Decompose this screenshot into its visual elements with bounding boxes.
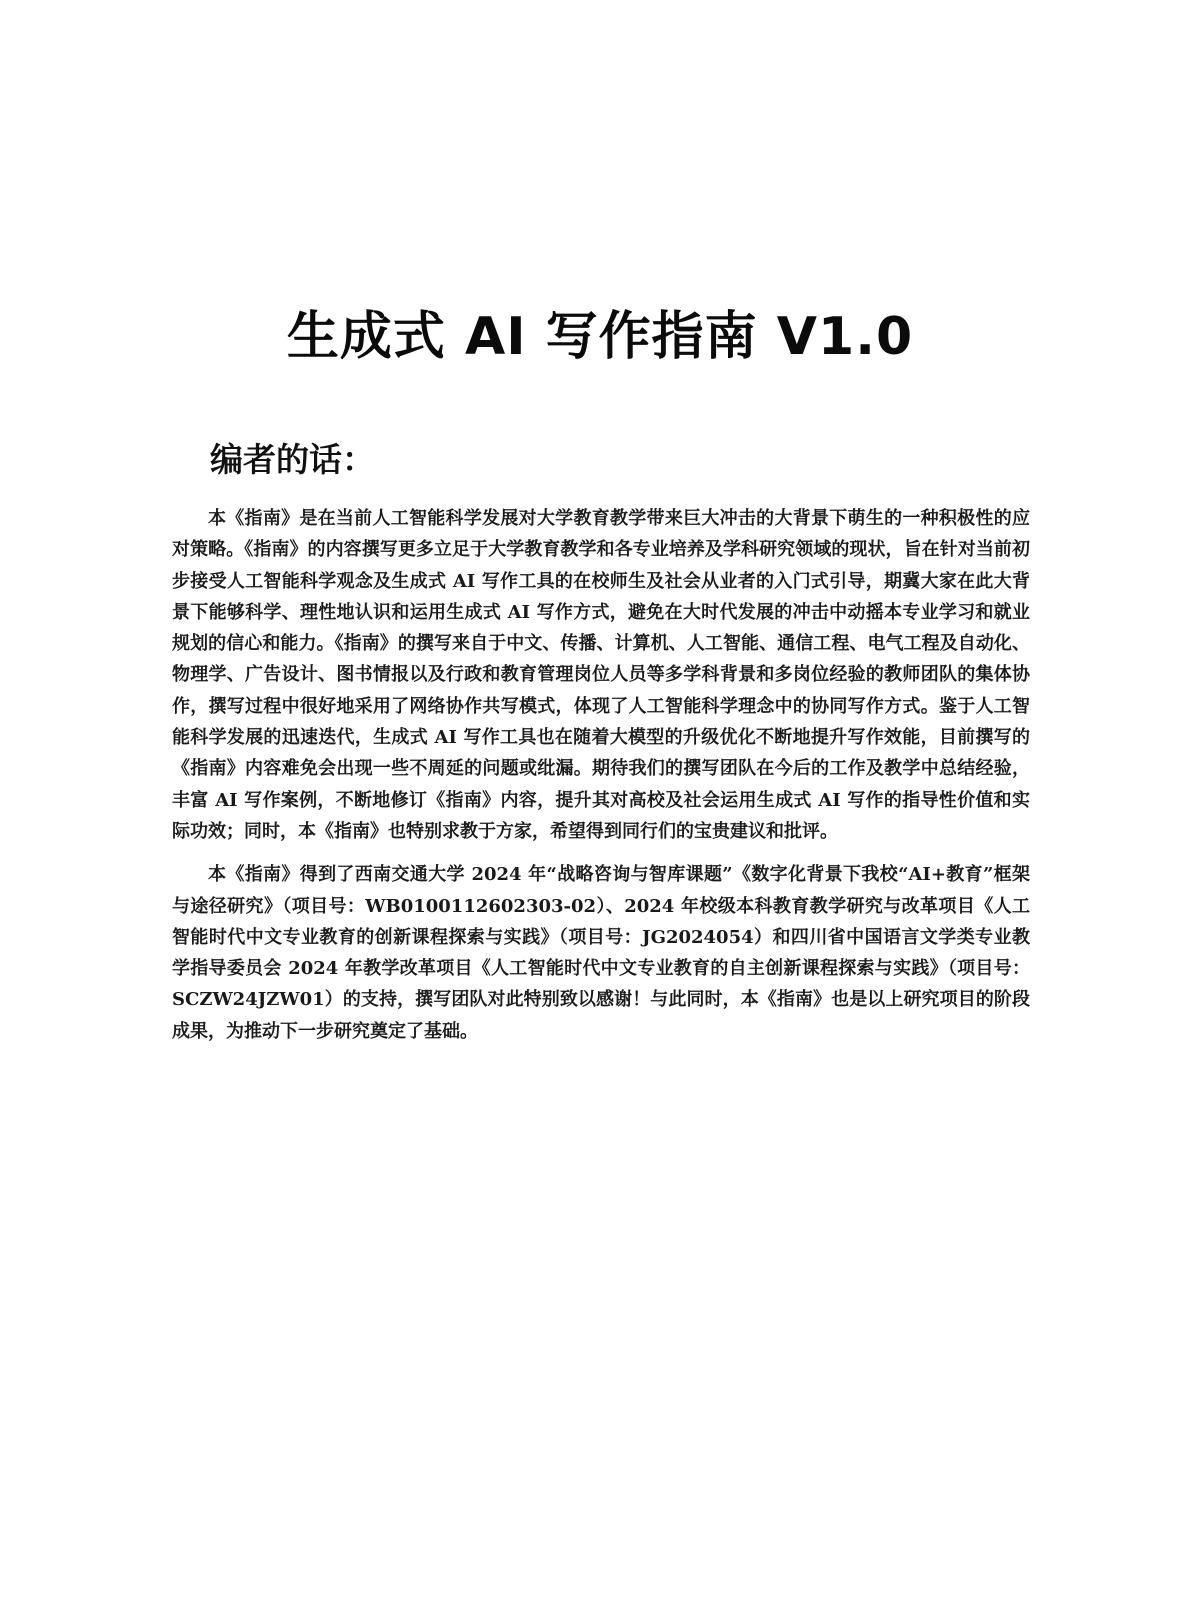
paragraph-2: 本《指南》得到了西南交通大学 2024 年“战略咨询与智库课题”《数字化背景下我校“AI+教育”框架与途径研究》（项目号：WB0100112602303-02）、2024 年校级本科教育教学研究与改革项目《人工智能时代中文专业教育的创新课程探索与实践》（项目号：JG2024054）和四川省中国语言文学类专业教学指导委员会 2024 年教学改革项目《人工智能时代中文专业教育的自主创新课程探索与实践》（项目号：SCZW24JZW01）的支持，撰写团队对此特别致以感谢！与此同时，本《指南》也是以上研究项目的阶段成果，为推动下一步研究奠定了基础。 xyxy=(172,864,1030,1042)
section-heading-editors-note: 编者的话： xyxy=(210,440,375,479)
editors-note-body xyxy=(172,503,1030,1047)
paragraph-1: 本《指南》是在当前人工智能科学发展对大学教育教学带来巨大冲击的大背景下萌生的一种积极性的应对策略。《指南》的内容撰写更多立足于大学教育教学和各专业培养及学科研究领域的现状，旨在针对当前初步接受人工智能科学观念及生成式 AI 写作工具的在校师生及社会从业者的入门式引导，期冀大家在此大背景下能够科学、理性地认识和运用生成式 AI 写作方式，避免在大时代发展的冲击中动摇本专业学习和就业规划的信心和能力。《指南》的撰写来自于中文、传播、计算机、人工智能、通信工程、电气工程及自动化、物理学、广告设计、图书情报以及行政和教育管理岗位人员等多学科背景和多岗位经验的教师团队的集体协作，撰写过程中很好地采用了网络协作共写模式，体现了人工智能科学理念中的协同写作方式。鉴于人工智能科学发展的迅速迭代，生成式 AI 写作工具也在随着大模型的升级优化不断地提升写作效能，目前撰写的《指南》内容难免会出现一些不周延的问题或纰漏。期待我们的撰写团队在今后的工作及教学中总结经验，丰富 AI 写作案例，不断地修订《指南》内容，提升其对高校及社会运用生成式 AI 写作的指导性价值和实际功效；同时，本《指南》也特别求教于方家，希望得到同行们的宝贵建议和批评。 xyxy=(172,508,1030,842)
document-title: 生成式 AI 写作指南 V1.0 xyxy=(286,307,914,367)
